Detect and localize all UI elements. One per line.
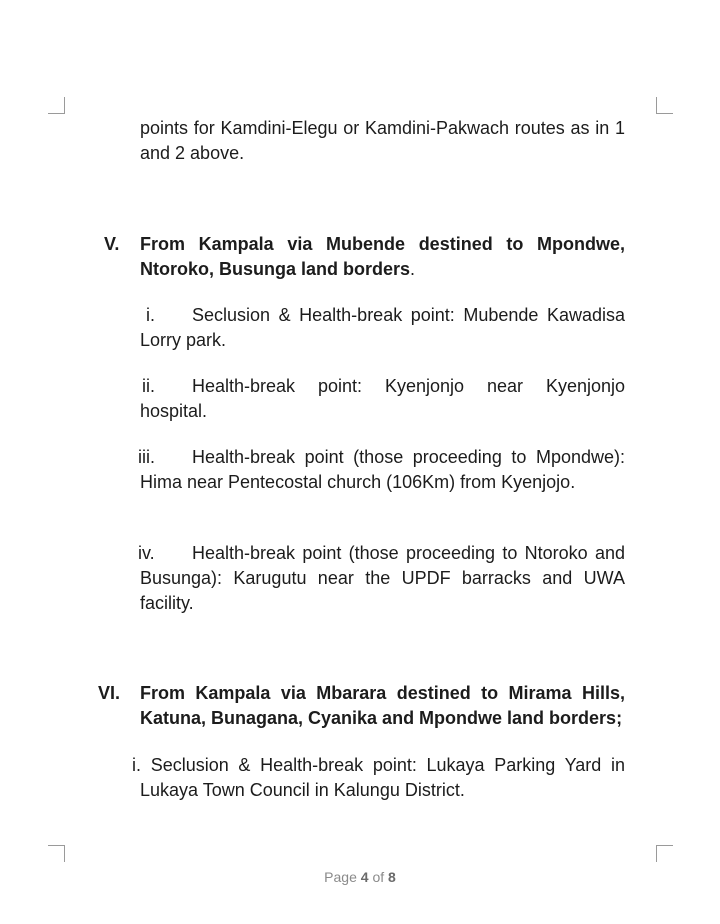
section-v-item-4-number: iv. (138, 543, 155, 563)
section-v-item-1 (140, 303, 625, 353)
section-v-heading (140, 232, 625, 282)
crop-mark-top-right (656, 97, 673, 114)
section-vi-heading: From Kampala via Mbarara destined to Mirama Hills, Katuna, Bunagana, Cyanika and Mpondwe land borders; (140, 683, 625, 728)
footer-of-label: of (372, 869, 385, 885)
section-v-number: V. (104, 234, 120, 254)
footer-total-pages: 8 (388, 869, 396, 885)
crop-mark-bottom-left (48, 845, 65, 862)
section-vi-item-1-number: i. (132, 755, 141, 775)
section-v-item-2-text: Health-break point: Kyenjonjo near Kyenjonjo hospital. (140, 376, 625, 421)
footer-current-page: 4 (360, 869, 369, 885)
section-v-item-1-number: i. (146, 305, 155, 325)
section-v-item-4 (140, 541, 625, 616)
section-vi-number: VI. (98, 683, 121, 703)
section-v-item-3 (140, 445, 625, 495)
section-v-item-2 (140, 374, 625, 424)
crop-mark-bottom-right (656, 845, 673, 862)
section-v-item-3-number: iii. (138, 447, 155, 467)
section-v-item-1-text: Seclusion & Health-break point: Mubende Kawadisa Lorry park. (140, 305, 625, 350)
section-v-item-3-text: Health-break point (those proceeding to Mpondwe): Hima near Pentecostal church (106Km) from Kyenjojo. (140, 447, 625, 492)
page-footer (0, 869, 720, 885)
section-v-heading-text: From Kampala via Mubende destined to Mpondwe, Ntoroko, Busunga land borders (140, 234, 625, 279)
section-vi-item-1 (132, 753, 625, 803)
section-v-item-2-number: ii. (142, 376, 155, 396)
section-v-heading-tail: . (410, 259, 416, 279)
section-vi-item-1-text: Seclusion & Health-break point: Lukaya Parking Yard in Lukaya Town Council in Kalungu District. (140, 755, 625, 800)
crop-mark-top-left (48, 97, 65, 114)
continuation-paragraph: points for Kamdini-Elegu or Kamdini-Pakwach routes as in 1 and 2 above. (140, 118, 625, 163)
footer-page-label: Page (324, 869, 357, 885)
section-v-item-4-text: Health-break point (those proceeding to Ntoroko and Busunga): Karugutu near the UPDF barracks and UWA facility. (140, 543, 625, 613)
